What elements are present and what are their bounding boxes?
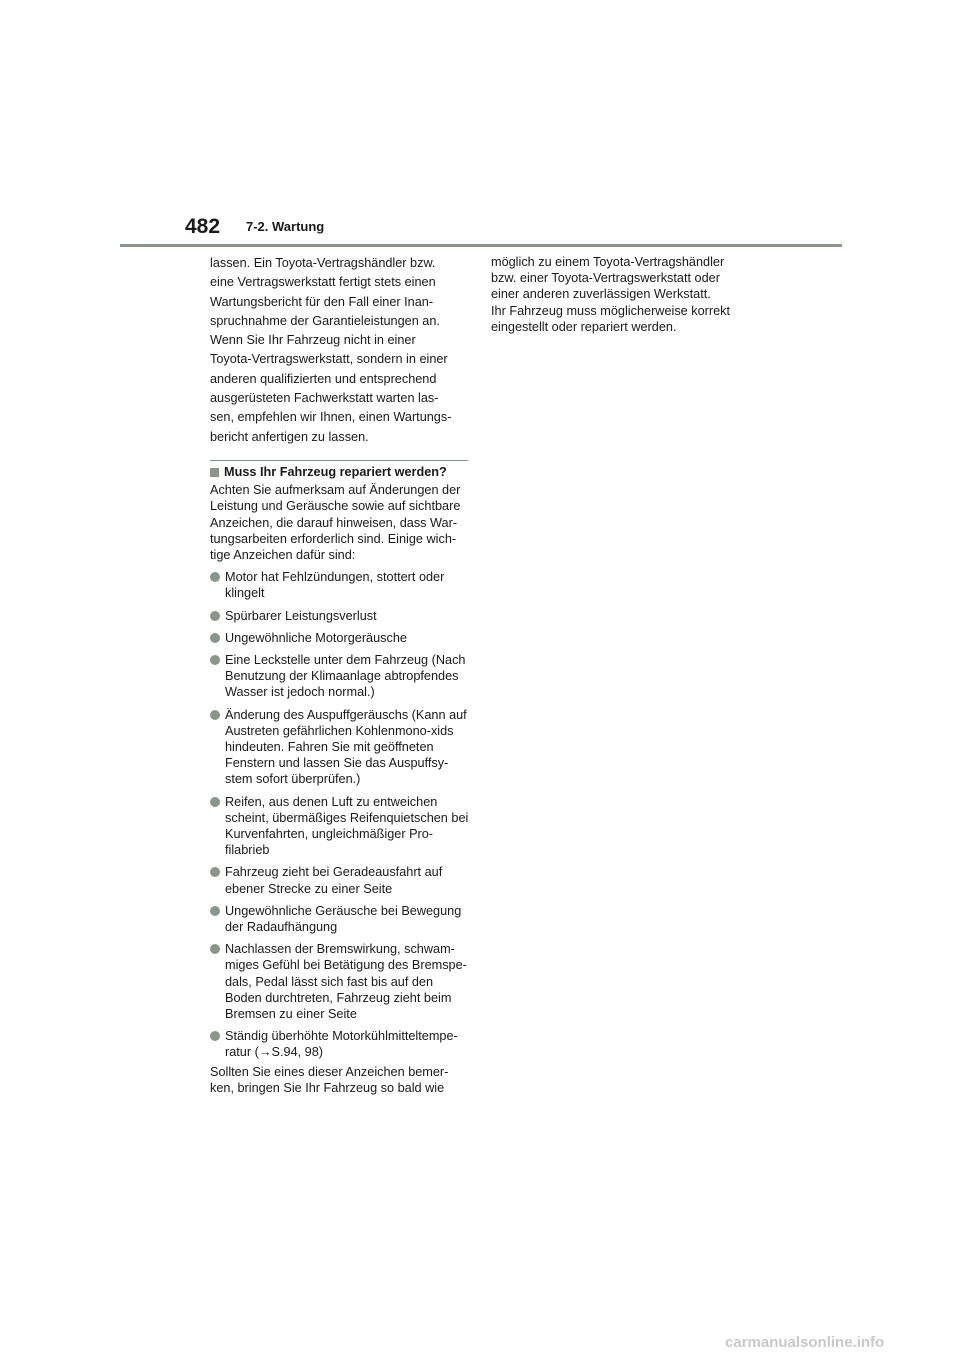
list-item-text: Nachlassen der Bremswirkung, schwam-miges Gefühl bei Betätigung des Bremspe-dals, Pedal lässt sich fast bis auf den Boden durchtreten, Fahrzeug zieht beim Bremsen zu einer Seite: [225, 942, 467, 1022]
list-item-text: Spürbarer Leistungsverlust: [225, 608, 377, 623]
intro-line: Toyota-Vertragswerkstatt, sondern in einer: [210, 352, 448, 367]
list-item-text: Eine Leckstelle unter dem Fahrzeug (Nach Benutzung der Klimaanlage abtropfendes Wasser ist jedoch normal.): [225, 653, 466, 700]
list-item: [210, 864, 472, 896]
intro-paragraph: [210, 254, 472, 447]
list-item-text: Ungewöhnliche Motorgeräusche: [225, 630, 407, 645]
intro-line: ausgerüsteten Fachwerkstatt warten las-: [210, 391, 439, 406]
section-divider: [210, 460, 468, 461]
bullet-circle-icon: [210, 797, 220, 807]
watermark-link[interactable]: carmanualsonline.info: [725, 1334, 885, 1351]
bullet-circle-icon: [210, 906, 220, 916]
bullet-circle-icon: [210, 1031, 220, 1041]
warning-signs-list: [210, 569, 472, 1060]
bullet-circle-icon: [210, 710, 220, 720]
list-item: [210, 630, 472, 646]
list-item: [210, 794, 472, 859]
intro-line: anderen qualifizierten und entsprechend: [210, 371, 437, 386]
intro-line: spruchnahme der Garantieleistungen an.: [210, 313, 440, 328]
section-paragraph: Achten Sie aufmerksam auf Änderungen der Leistung und Geräusche sowie auf sichtbare Anzeichen, die darauf hinweisen, dass War-tungsarbeiten erforderlich sind. Einige wich-tige Anzeichen dafür sind:: [210, 483, 461, 562]
section-title: 7-2. Wartung: [246, 219, 325, 234]
list-item-text: Ständig überhöhte Motorkühlmitteltempe-ratur (→S.94, 98): [225, 1029, 458, 1060]
continuation-line: Ihr Fahrzeug muss möglicherweise korrekt: [491, 303, 731, 318]
right-column: [491, 254, 753, 335]
list-item: [210, 608, 472, 624]
intro-line: lassen. Ein Toyota-Vertragshändler bzw.: [210, 256, 436, 270]
closing-paragraph: Sollten Sie eines dieser Anzeichen bemer-ken, bringen Sie Ihr Fahrzeug so bald wie: [210, 1064, 449, 1095]
header-divider: [120, 244, 842, 247]
list-item-text: Motor hat Fehlzündungen, stottert oder klingelt: [225, 570, 445, 601]
bullet-circle-icon: [210, 867, 220, 877]
list-item: [210, 903, 472, 935]
list-item-text: Reifen, aus denen Luft zu entweichen scheint, übermäßiges Reifenquietschen bei Kurvenfahrten, ungleichmäßiger Pro-filabrieb: [225, 794, 469, 858]
intro-line: sen, empfehlen wir Ihnen, einen Wartungs-: [210, 410, 452, 425]
list-item-text: Fahrzeug zieht bei Geradeausfahrt auf ebener Strecke zu einer Seite: [225, 865, 443, 896]
list-item-text: Ungewöhnliche Geräusche bei Bewegung der Radaufhängung: [225, 903, 462, 935]
bullet-circle-icon: [210, 944, 220, 954]
page-number: 482: [185, 215, 221, 238]
section-heading: [210, 464, 472, 480]
list-item: [210, 941, 472, 1022]
intro-line: Wartungsbericht für den Fall einer Inan-: [210, 294, 434, 309]
square-icon: [210, 468, 219, 477]
left-column: [210, 254, 472, 1096]
list-item: [210, 707, 472, 788]
intro-line: eine Vertragswerkstatt fertigt stets einen: [210, 275, 436, 290]
bullet-circle-icon: [210, 572, 220, 582]
intro-line: bericht anfertigen zu lassen.: [210, 429, 369, 444]
list-item: [210, 1028, 472, 1060]
list-item: [210, 652, 472, 701]
list-item: [210, 569, 472, 601]
list-item-text: Änderung des Auspuffgeräuschs (Kann auf Austreten gefährlichen Kohlenmono-xids hindeuten. Fahren Sie mit geöffneten Fenstern und lassen Sie das Auspuffsy-stem sofort überprüfen.): [225, 707, 467, 787]
continuation-line: bzw. einer Toyota-Vertragswerkstatt oder: [491, 271, 720, 286]
intro-line: Wenn Sie Ihr Fahrzeug nicht in einer: [210, 333, 416, 348]
bullet-circle-icon: [210, 655, 220, 665]
section-heading-text: Muss Ihr Fahrzeug repariert werden?: [224, 464, 447, 479]
bullet-circle-icon: [210, 633, 220, 643]
bullet-circle-icon: [210, 611, 220, 621]
continuation-line: einer anderen zuverlässigen Werkstatt.: [491, 287, 711, 302]
continuation-line: eingestellt oder repariert werden.: [491, 319, 677, 334]
continuation-line: möglich zu einem Toyota-Vertragshändler: [491, 255, 725, 269]
